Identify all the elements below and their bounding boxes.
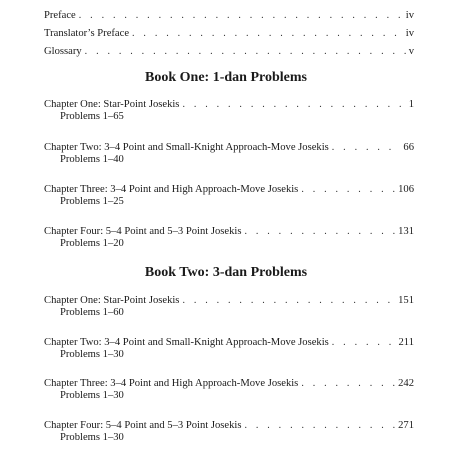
chapter-page-number: 131 [398,226,414,237]
toc-entry-translators-preface [44,27,414,40]
chapter-page-number: 106 [398,184,414,195]
entry-title: Preface [44,10,76,21]
book-two-chapter-two [44,336,414,361]
dot-leader [132,27,403,40]
dot-leader [85,45,406,58]
dot-leader [79,9,403,22]
dot-leader [244,225,395,238]
dot-leader [182,98,405,111]
chapter-title: Chapter Four: 5–4 Point and 5–3 Point Josekis [44,420,242,431]
entry-page-number: v [408,46,414,57]
chapter-title: Chapter One: Star-Point Josekis [44,99,180,110]
chapter-page-number: 151 [398,295,414,306]
dot-leader [332,336,396,349]
entry-page-number: iv [405,10,414,21]
chapter-title: Chapter Two: 3–4 Point and Small-Knight Approach-Move Josekis [44,337,329,348]
toc-entry-glossary [44,45,414,58]
book-one-chapter-two [44,141,414,166]
book-two-chapter-three [44,377,414,402]
chapter-title: Chapter Two: 3–4 Point and Small-Knight Approach-Move Josekis [44,142,329,153]
book-two-chapter-one [44,294,414,319]
chapter-problems-range: Problems 1–65 [60,111,124,122]
chapter-problems-range: Problems 1–60 [60,307,124,318]
chapter-page-number: 242 [398,378,414,389]
book-two-heading: Book Two: 3-dan Problems [144,265,308,280]
chapter-problems-range: Problems 1–20 [60,238,124,249]
chapter-title: Chapter Three: 3–4 Point and High Approach-Move Josekis [44,378,299,389]
chapter-page-number: 211 [398,337,414,348]
book-one-chapter-one [44,98,414,123]
dot-leader [301,377,395,390]
chapter-title: Chapter Three: 3–4 Point and High Approach-Move Josekis [44,184,299,195]
chapter-page-number: 66 [403,142,414,153]
dot-leader [244,419,395,432]
dot-leader [332,141,401,154]
book-one-chapter-three [44,183,414,208]
book-one-heading: Book One: 1-dan Problems [145,70,307,85]
entry-title: Glossary [44,46,82,57]
book-one-chapter-four [44,225,414,250]
chapter-problems-range: Problems 1–40 [60,154,124,165]
book-two-chapter-four [44,419,414,444]
chapter-page-number: 1 [408,99,414,110]
dot-leader [301,183,395,196]
chapter-page-number: 271 [398,420,414,431]
entry-title: Translator’s Preface [44,28,130,39]
chapter-problems-range: Problems 1–30 [60,390,124,401]
chapter-problems-range: Problems 1–30 [60,349,124,360]
dot-leader [182,294,395,307]
chapter-title: Chapter One: Star-Point Josekis [44,295,180,306]
toc-entry-preface [44,9,414,22]
chapter-title: Chapter Four: 5–4 Point and 5–3 Point Josekis [44,226,242,237]
chapter-problems-range: Problems 1–25 [60,196,124,207]
entry-page-number: iv [405,28,414,39]
chapter-problems-range: Problems 1–30 [60,432,124,443]
